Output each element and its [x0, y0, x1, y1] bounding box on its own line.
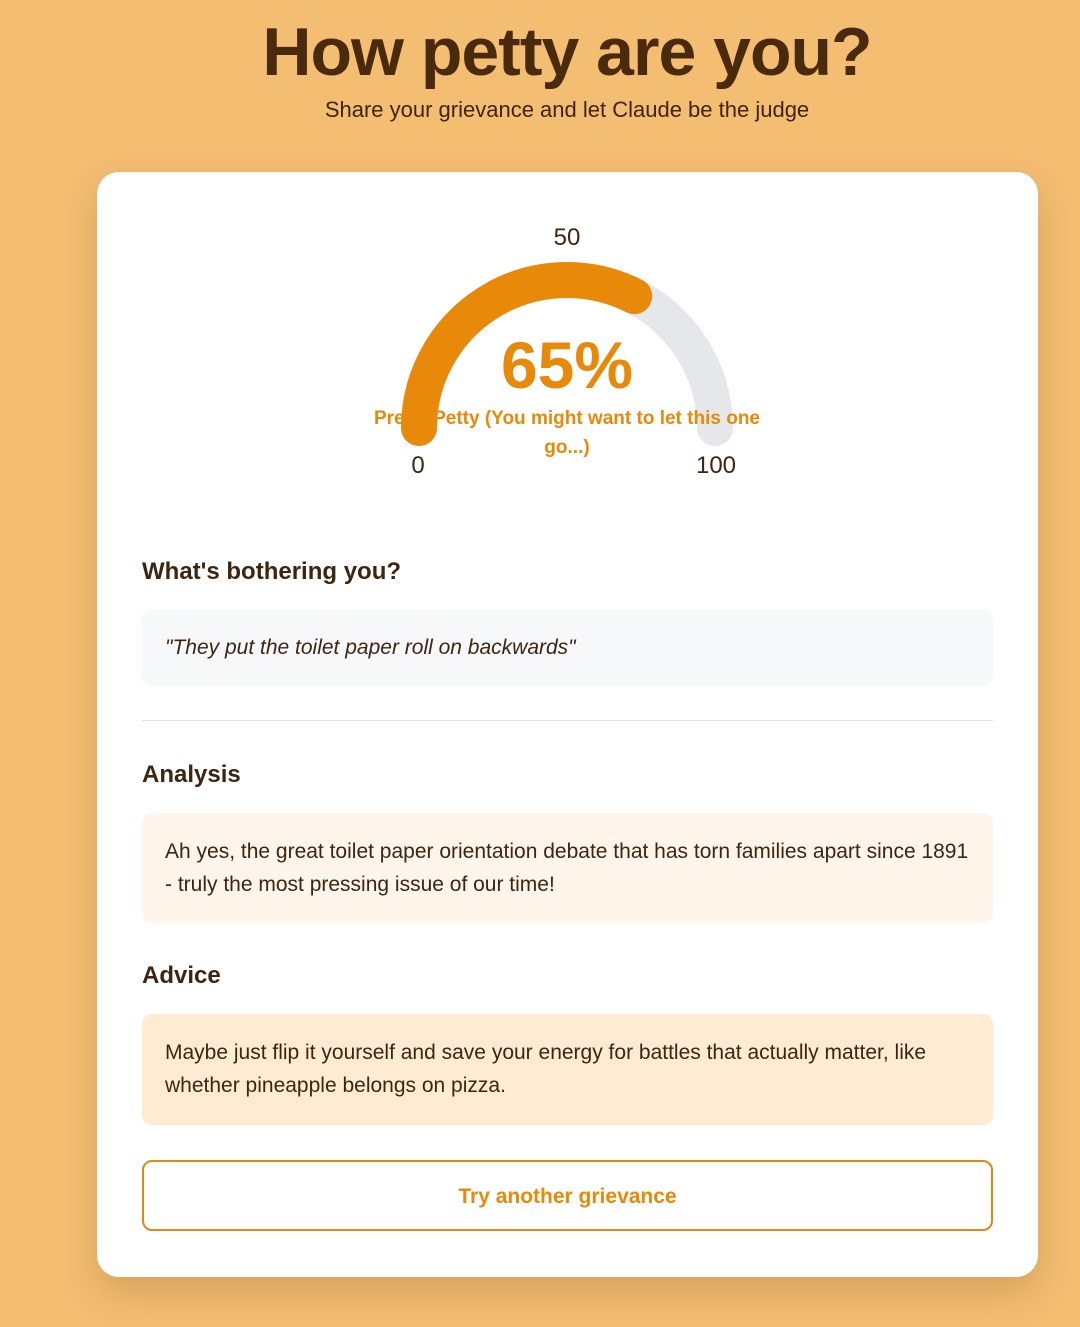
pettiness-score: 65% [500, 328, 634, 402]
advice-heading: Advice [142, 962, 221, 989]
analysis-text: Ah yes, the great toilet paper orientation debate that has torn families apart since 1891 - truly the most pressing issue of our time! [142, 813, 993, 923]
gauge-tick-min: 0 [411, 452, 425, 479]
page-title: How petty are you? [262, 14, 872, 90]
analysis-heading: Analysis [142, 761, 241, 788]
result-card [97, 172, 1038, 1277]
gauge-tick-max: 100 [695, 452, 737, 479]
pettiness-gauge [97, 172, 1038, 502]
try-another-grievance-button[interactable]: Try another grievance [142, 1160, 993, 1231]
page-subtitle: Share your grievance and let Claude be the judge [324, 97, 810, 122]
gauge-tick-mid: 50 [553, 224, 581, 251]
section-divider [142, 720, 993, 721]
pettiness-verdict: Pretty Petty (You might want to let this one go...) [373, 408, 760, 458]
grievance-text: "They put the toilet paper roll on backwards" [142, 609, 993, 686]
grievance-heading: What's bothering you? [142, 558, 402, 585]
advice-text: Maybe just flip it yourself and save your energy for battles that actually matter, like whether pineapple belongs on pizza. [142, 1014, 993, 1125]
